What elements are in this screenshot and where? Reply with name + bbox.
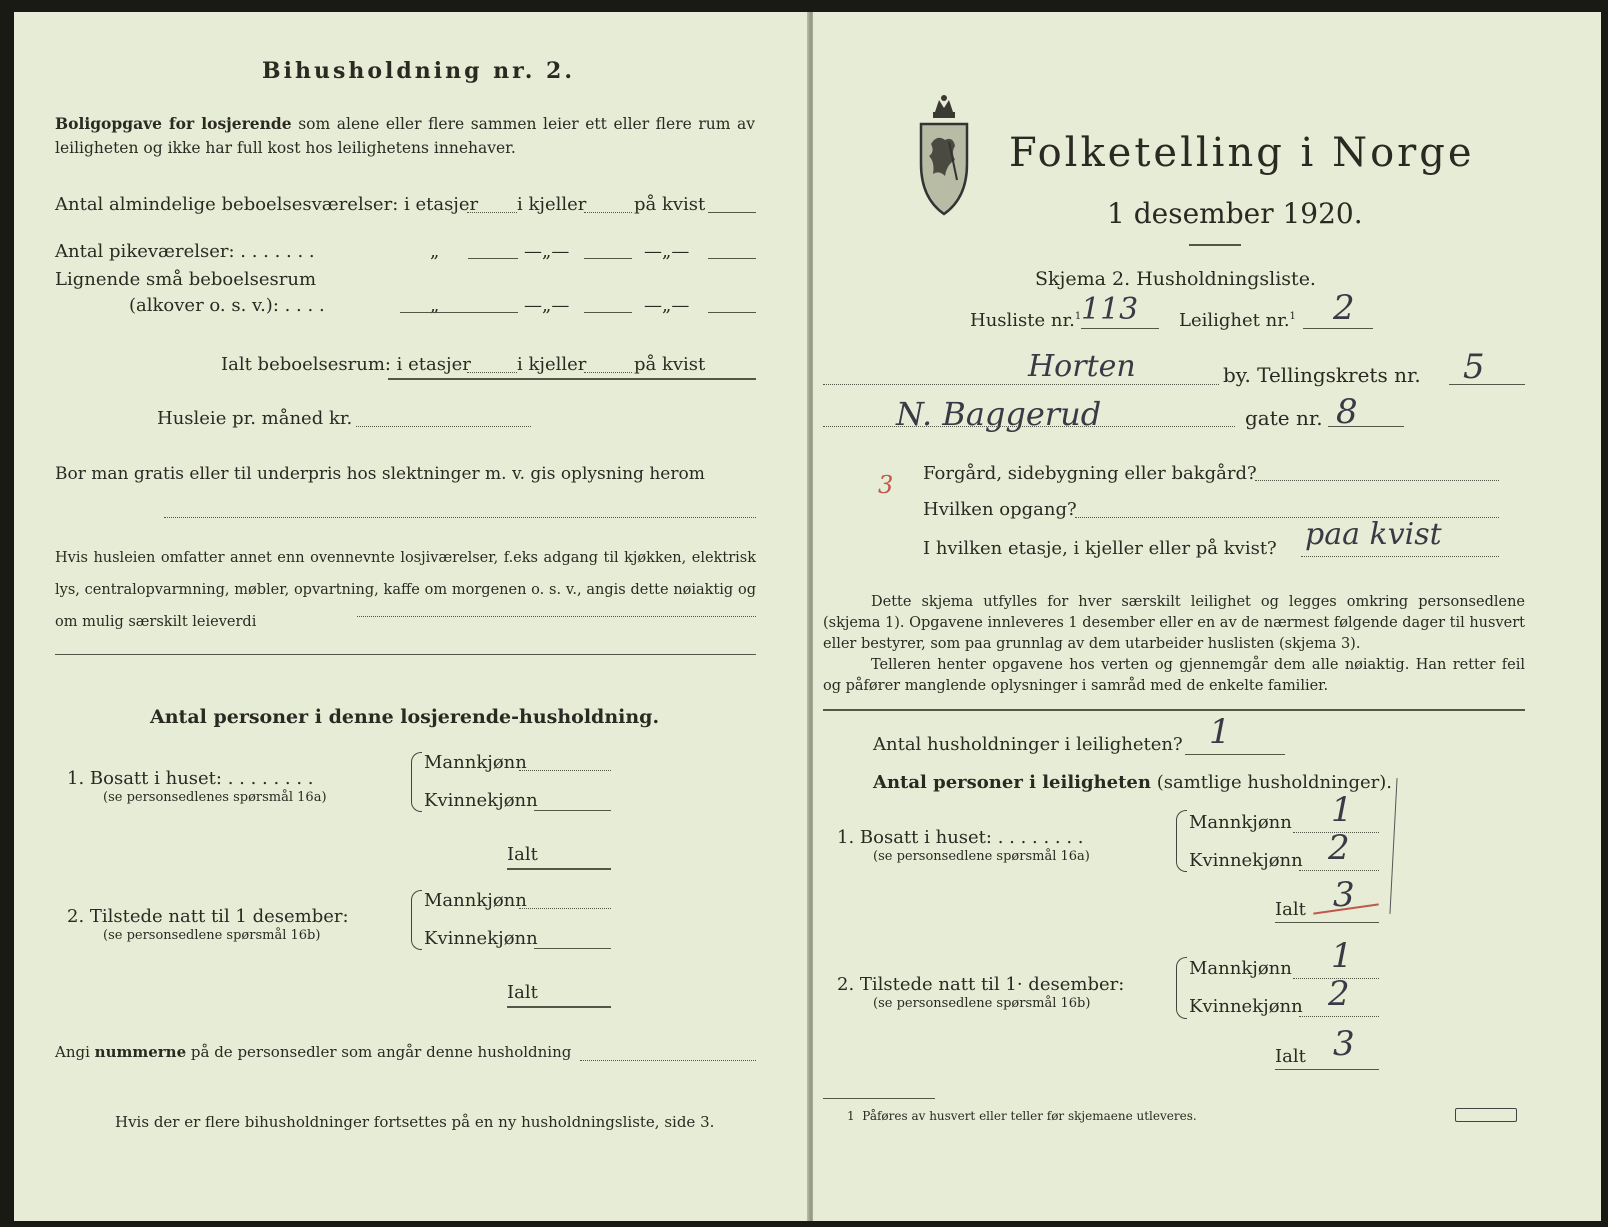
right-q1-female-label: Kvinnekjønn	[1189, 850, 1303, 871]
left-heading: Bihusholdning nr. 2.	[262, 58, 575, 84]
forgaard-label: Forgård, sidebygning eller bakgård?	[923, 463, 1257, 484]
ialt-kvist: på kvist	[634, 354, 706, 375]
title: Folketelling i Norge	[1009, 130, 1475, 176]
left-q2-male-line	[519, 908, 611, 909]
right-persons-heading	[873, 772, 1392, 794]
husliste-label	[970, 306, 1081, 332]
right-q1-label: 1. Bosatt i huset: . . . . . . . .	[837, 827, 1084, 848]
forgaard-line	[1255, 480, 1499, 481]
intro-text	[55, 112, 755, 160]
right-page	[813, 12, 1601, 1221]
left-page	[14, 12, 809, 1221]
left-q1-note: (se personsedlenes spørsmål 16a)	[103, 790, 327, 805]
footnote-rule	[823, 1098, 935, 1099]
small-ditto-2: —„—	[524, 295, 570, 316]
street-line	[823, 426, 1235, 427]
right-q2-total-line	[1275, 1069, 1379, 1070]
small-rooms-label-2: (alkover o. s. v.): . . . .	[129, 295, 325, 316]
left-q2-female-line	[534, 948, 611, 949]
small-line-3	[708, 312, 756, 313]
footnote	[847, 1108, 1197, 1124]
extra-text: Hvis husleien omfatter annet enn ovennevnte losjiværelser, f.eks adgang til kjøkken, elektrisk lys, centralopvarmning, møbler, opvartning, kaffe om morgenen o. s. v., angis dette nøiaktig og om mulig særskilt leieverdi	[55, 550, 756, 630]
right-q1-male-value: 1	[1331, 790, 1353, 830]
angi-bold: nummerne	[94, 1043, 187, 1061]
left-q1-male-label: Mannkjønn	[424, 752, 527, 773]
pike-ditto-1: „	[430, 241, 440, 262]
rent-line	[356, 426, 531, 427]
gate-value: 8	[1336, 392, 1358, 432]
krets-value: 5	[1463, 347, 1485, 387]
husliste-footnote-mark: 1	[1074, 311, 1082, 322]
gratis-line	[164, 517, 756, 518]
right-q2-note: (se personsedlene spørsmål 16b)	[873, 996, 1091, 1011]
right-q1-note: (se personsedlene spørsmål 16a)	[873, 849, 1090, 864]
right-q2-male-label: Mannkjønn	[1189, 958, 1292, 979]
rooms-etasjer-line	[467, 212, 517, 213]
small-line-2	[584, 312, 632, 313]
small-ditto-3: —„—	[644, 295, 690, 316]
pike-label: Antal pikeværelser: . . . . . . .	[55, 241, 315, 262]
left-q1-female-label: Kvinnekjønn	[424, 790, 538, 811]
left-q1-total-label: Ialt	[507, 844, 538, 865]
right-q1-total-line	[1275, 922, 1379, 923]
right-q2-female-line	[1299, 1016, 1379, 1017]
right-q1-brace	[1176, 810, 1187, 872]
instructions-text: Dette skjema utfylles for hver særskilt leilighet og legges omkring personsedlene (skjema 1). Opgavene innleveres 1 desember eller en av de nærmest følgende dager til husvert eller bestyrer, som paa grunnlag av dem utarbeider huslisten (skjema 3).	[823, 594, 1525, 652]
etasje-label: I hvilken etasje, i kjeller eller på kvist?	[923, 538, 1277, 559]
left-q2-total-label: Ialt	[507, 982, 538, 1003]
date: 1 desember 1920.	[1107, 197, 1363, 230]
angi-pre: Angi	[55, 1043, 95, 1061]
left-q1-brace	[411, 752, 422, 812]
ialt-rooms-label: Ialt beboelsesrum: i etasjer	[221, 354, 471, 375]
ialt-kjeller: i kjeller	[517, 354, 587, 375]
margin-mark: 3	[878, 471, 894, 499]
gratis-text: Bor man gratis eller til underpris hos slektninger m. v. gis oplysning herom	[55, 464, 705, 484]
left-persons-heading: Antal personer i denne losjerende-husholdning.	[150, 706, 660, 728]
krets-line	[1449, 384, 1525, 385]
leilighet-line	[1303, 328, 1373, 329]
left-q1-total-line	[507, 868, 611, 870]
pike-line-3	[708, 258, 756, 259]
rooms-kjeller: i kjeller	[517, 194, 587, 215]
schema: Skjema 2. Husholdningsliste.	[1035, 268, 1316, 290]
opgang-label: Hvilken opgang?	[923, 499, 1077, 520]
ialt-underline	[388, 378, 756, 380]
etasje-value: paa kvist	[1305, 517, 1442, 552]
right-q1-female-value: 2	[1328, 828, 1350, 868]
husliste-value: 113	[1081, 292, 1139, 327]
intro-bold: Boligopgave for losjerende	[55, 114, 292, 133]
left-q1-label: 1. Bosatt i huset: . . . . . . . .	[67, 768, 314, 789]
town-value: Horten	[1028, 349, 1136, 384]
households-line	[1185, 754, 1285, 755]
instructions-text-2: Telleren henter opgavene hos verten og gjennemgår dem alle nøiaktig. Han retter feil og påfører manglende oplysninger i samråd med de enkelte familier.	[823, 657, 1525, 694]
right-q1-total-value: 3	[1333, 875, 1355, 915]
households-label: Antal husholdninger i leiligheten?	[873, 734, 1183, 755]
right-q2-total-label: Ialt	[1275, 1046, 1306, 1067]
right-q2-total-value: 3	[1333, 1024, 1355, 1064]
gate-line	[1328, 426, 1404, 427]
right-q2-male-value: 1	[1331, 936, 1353, 976]
right-q2-brace	[1176, 957, 1187, 1019]
rent-label: Husleie pr. måned kr.	[157, 408, 353, 429]
angi-line	[580, 1060, 756, 1061]
left-footer: Hvis der er flere bihusholdninger fortsettes på en ny husholdningsliste, side 3.	[115, 1113, 715, 1131]
right-persons-rest: (samtlige husholdninger).	[1150, 772, 1393, 793]
pike-line-2	[584, 258, 632, 259]
left-q2-male-label: Mannkjønn	[424, 890, 527, 911]
leilighet-label-text: Leilighet nr.	[1179, 310, 1290, 331]
intro-rest: som alene eller flere sammen leier ett eller flere rum av leiligheten og ikke har full kost hos leilighetens innehaver.	[55, 115, 755, 157]
street-value: N. Baggerud	[896, 395, 1102, 433]
leilighet-label	[1179, 306, 1296, 332]
right-q2-female-value: 2	[1328, 974, 1350, 1014]
left-q2-note: (se personsedlene spørsmål 16b)	[103, 928, 321, 943]
rooms-kvist-line	[708, 212, 756, 213]
pencil-tick-line	[1389, 778, 1397, 914]
left-q2-female-label: Kvinnekjønn	[424, 928, 538, 949]
pike-ditto-3: —„—	[644, 241, 690, 262]
small-line-1	[400, 312, 518, 313]
right-q1-total-label: Ialt	[1275, 899, 1306, 920]
town-line	[823, 384, 1219, 385]
leilighet-footnote-mark: 1	[1289, 311, 1296, 322]
pike-ditto-2: —„—	[524, 241, 570, 262]
instructions-rule	[823, 709, 1525, 711]
left-q1-female-line	[534, 810, 611, 811]
angi-post: på de personsedler som angår denne husholdning	[186, 1043, 572, 1061]
footnote-text: Påføres av husvert eller teller før skjemaene utleveres.	[862, 1109, 1197, 1123]
right-q2-label: 2. Tilstede natt til 1· desember:	[837, 974, 1125, 995]
husliste-label-text: Husliste nr.	[970, 310, 1075, 331]
extra-line-1	[357, 616, 756, 617]
households-value: 1	[1209, 712, 1231, 752]
ialt-etasjer-line	[467, 372, 517, 373]
coat-of-arms-icon	[915, 94, 973, 218]
leilighet-value: 2	[1333, 288, 1355, 328]
left-q1-male-line	[519, 770, 611, 771]
by-label: by. Tellingskrets nr.	[1223, 363, 1421, 387]
small-rooms-label-1: Lignende små beboelsesrum	[55, 269, 317, 290]
husliste-line	[1081, 328, 1159, 329]
small-ditto-1: „	[430, 295, 440, 316]
rooms-kvist: på kvist	[634, 194, 706, 215]
right-q1-female-line	[1299, 870, 1379, 871]
extra-line-2	[55, 654, 756, 655]
angi-text	[55, 1042, 571, 1062]
rooms-label: Antal almindelige beboelsesværelser: i etasjer	[55, 194, 479, 215]
rooms-kjeller-line	[584, 212, 632, 213]
left-q2-brace	[411, 890, 422, 950]
gate-label: gate nr.	[1245, 406, 1323, 430]
left-q2-label: 2. Tilstede natt til 1 desember:	[67, 906, 349, 927]
printer-stamp	[1455, 1108, 1517, 1122]
pike-line-1	[468, 258, 518, 259]
right-q2-female-label: Kvinnekjønn	[1189, 996, 1303, 1017]
ialt-kjeller-line	[584, 372, 632, 373]
left-q2-total-line	[507, 1006, 611, 1008]
title-rule	[1189, 244, 1241, 246]
right-persons-bold: Antal personer i leiligheten	[873, 772, 1151, 793]
right-q1-male-label: Mannkjønn	[1189, 812, 1292, 833]
footnote-mark: 1	[847, 1109, 855, 1123]
etasje-line	[1301, 556, 1499, 557]
